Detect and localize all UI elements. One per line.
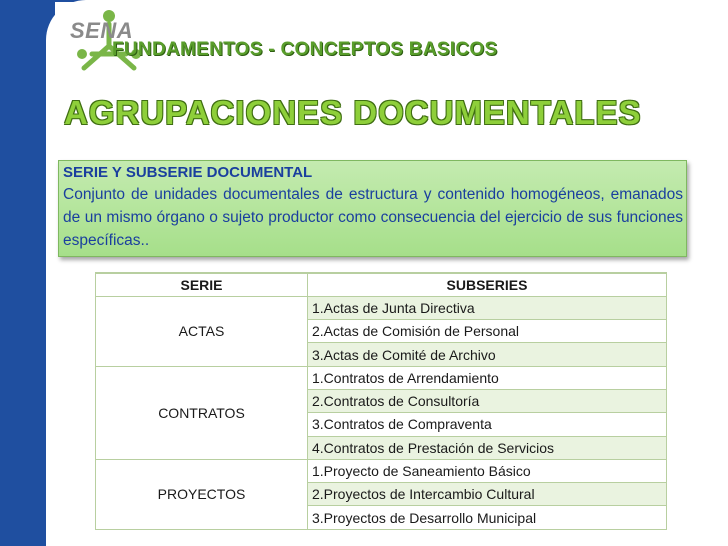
- table-row: [96, 366, 667, 389]
- table-row: [96, 296, 667, 319]
- table-header-row: [96, 273, 667, 296]
- subserie-cell: 2.Actas de Comisión de Personal: [308, 320, 667, 343]
- subserie-cell: 3.Actas de Comité de Archivo: [308, 343, 667, 366]
- definition-heading: SERIE Y SUBSERIE DOCUMENTAL: [63, 164, 313, 181]
- subserie-cell: 3.Proyectos de Desarrollo Municipal: [308, 506, 667, 529]
- section-subtitle: FUNDAMENTOS - CONCEPTOS BASICOS: [112, 39, 498, 60]
- header-serie: SERIE: [96, 273, 308, 296]
- serie-cell-proyectos: PROYECTOS: [96, 459, 308, 529]
- definition-box: [58, 160, 687, 257]
- subserie-cell: 4.Contratos de Prestación de Servicios: [308, 436, 667, 459]
- definition-body: Conjunto de unidades documentales de estructura y contenido homogéneos, emanados de un mismo órgano o sujeto productor como consecuencia del ejercicio de sus funciones específicas..: [63, 186, 683, 249]
- subserie-cell: 2.Contratos de Consultoría: [308, 389, 667, 412]
- header-subseries: SUBSERIES: [308, 273, 667, 296]
- subserie-cell: 2.Proyectos de Intercambio Cultural: [308, 483, 667, 506]
- serie-cell-actas: ACTAS: [96, 296, 308, 366]
- subserie-cell: 1.Contratos de Arrendamiento: [308, 366, 667, 389]
- subserie-cell: 3.Contratos de Compraventa: [308, 413, 667, 436]
- table-row: [96, 459, 667, 482]
- page-title: AGRUPACIONES DOCUMENTALES: [64, 94, 642, 131]
- serie-cell-contratos: CONTRATOS: [96, 366, 308, 459]
- logo-text: SENA: [70, 18, 134, 43]
- subserie-cell: 1.Proyecto de Saneamiento Básico: [308, 459, 667, 482]
- series-table: [95, 272, 667, 530]
- subserie-cell: 1.Actas de Junta Directiva: [308, 296, 667, 319]
